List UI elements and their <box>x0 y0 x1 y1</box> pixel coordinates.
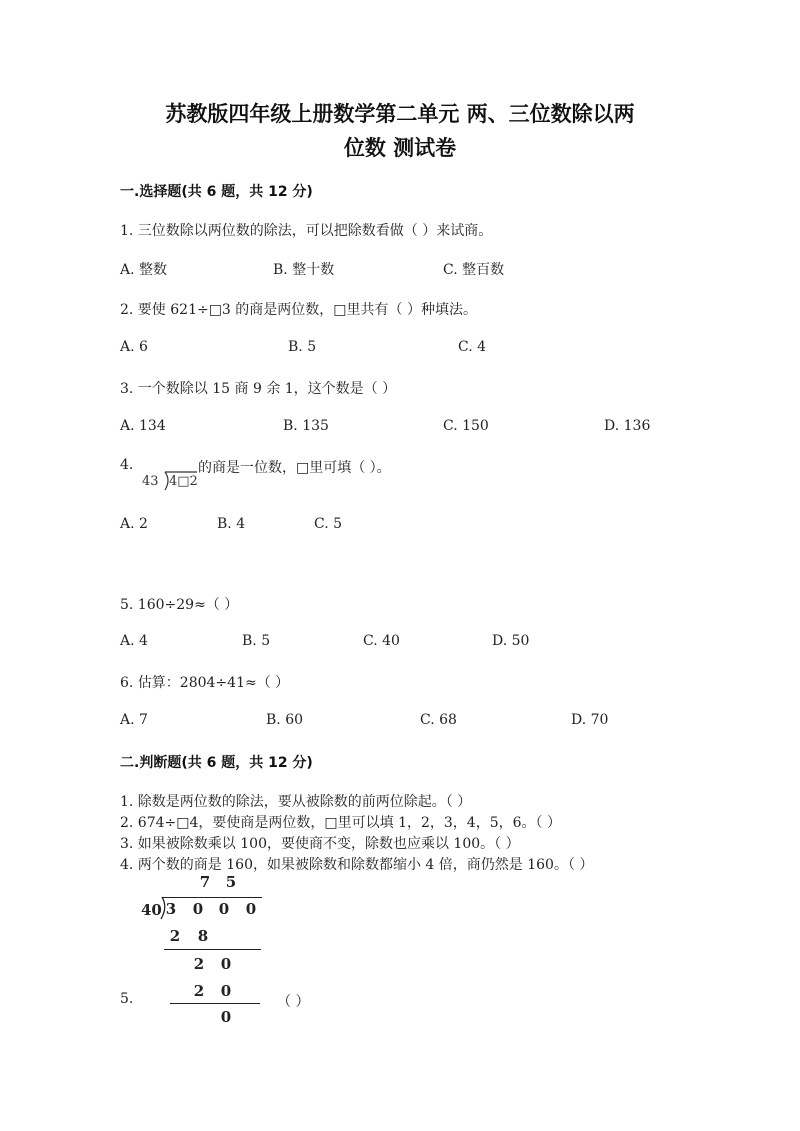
page-title-line2: 位数 测试卷 <box>343 136 457 160</box>
q5-option-a: A. 4 <box>120 633 148 649</box>
step3-line <box>170 1003 260 1004</box>
question-5: 5. 160÷29≈（ ） <box>120 597 239 613</box>
dividend-digit-1: 3 <box>165 900 177 918</box>
quotient-digit-7: 7 <box>199 873 211 891</box>
q1-option-b: B. 整十数 <box>273 262 335 278</box>
q3-option-a: A. 134 <box>120 418 166 434</box>
q2-option-a: A. 6 <box>120 339 148 355</box>
judge-item-2: 2. 674÷□4，要使商是两位数，□里可以填 1，2，3，4，5，6。（ ） <box>120 815 561 831</box>
judge-item-5-answer: （ ） <box>277 994 310 1010</box>
q3-option-c: C. 150 <box>443 418 489 434</box>
dividend-digit-3: 0 <box>218 900 230 918</box>
question-3: 3. 一个数除以 15 商 9 余 1，这个数是（ ） <box>120 381 397 397</box>
step1-digit-2: 8 <box>197 927 209 945</box>
divisor: 40 <box>141 901 162 919</box>
q5-option-b: B. 5 <box>242 633 271 649</box>
question-2: 2. 要使 621÷□3 的商是两位数，□里共有（ ）种填法。 <box>120 302 477 318</box>
q6-option-b: B. 60 <box>266 712 304 728</box>
q5-option-d: D. 50 <box>492 633 530 649</box>
q6-option-a: A. 7 <box>120 712 148 728</box>
q1-option-c: C. 整百数 <box>443 262 505 278</box>
q4-option-b: B. 4 <box>217 516 246 532</box>
question-1: 1. 三位数除以两位数的除法，可以把除数看做（ ）来试商。 <box>120 223 493 239</box>
judge-item-3: 3. 如果被除数乘以 100，要使商不变，除数也应乘以 100。（ ） <box>120 836 520 852</box>
q5-option-c: C. 40 <box>363 633 400 649</box>
judge-item-4: 4. 两个数的商是 160，如果被除数和除数都缩小 4 倍，商仍然是 160。（ ） <box>120 857 594 873</box>
question-4-number: 4. <box>120 457 134 473</box>
q6-option-d: D. 70 <box>571 712 609 728</box>
q4-divisor: 43 <box>142 474 159 489</box>
dividend-digit-4: 0 <box>245 900 257 918</box>
step3-digit-1: 2 <box>193 982 205 1000</box>
q4-division-figure <box>140 466 200 494</box>
judge-item-5-number: 5. <box>120 991 134 1007</box>
step3-digit-2: 0 <box>220 982 232 1000</box>
q4-option-c: C. 5 <box>314 516 343 532</box>
step2-digit-2: 0 <box>220 955 232 973</box>
judge-item-1: 1. 除数是两位数的除法，要从被除数的前两位除起。（ ） <box>120 794 472 810</box>
q3-option-d: D. 136 <box>604 418 651 434</box>
question-4: 的商是一位数，□里可填（ ）。 <box>198 460 391 476</box>
q2-option-c: C. 4 <box>458 339 487 355</box>
section-heading-choice: 一.选择题(共 6 题，共 12 分) <box>120 184 313 200</box>
q4-option-a: A. 2 <box>120 516 148 532</box>
step2-digit-1: 2 <box>193 955 205 973</box>
step1-line <box>164 949 261 950</box>
division-bar <box>162 897 262 898</box>
q4-dividend: 4□2 <box>169 474 198 489</box>
q2-option-b: B. 5 <box>288 339 317 355</box>
section-heading-judge: 二.判断题(共 6 题，共 12 分) <box>120 755 313 771</box>
page-title: 苏教版四年级上册数学第二单元 两、三位数除以两 <box>165 102 635 126</box>
remainder: 0 <box>220 1008 232 1026</box>
question-6: 6. 估算：2804÷41≈（ ） <box>120 675 290 691</box>
step1-digit-1: 2 <box>169 927 181 945</box>
dividend-digit-2: 0 <box>192 900 204 918</box>
q3-option-b: B. 135 <box>283 418 329 434</box>
quotient-digit-5: 5 <box>225 873 237 891</box>
judge-item-5-long-division <box>120 872 350 1032</box>
q6-option-c: C. 68 <box>420 712 457 728</box>
q1-option-a: A. 整数 <box>120 262 168 278</box>
